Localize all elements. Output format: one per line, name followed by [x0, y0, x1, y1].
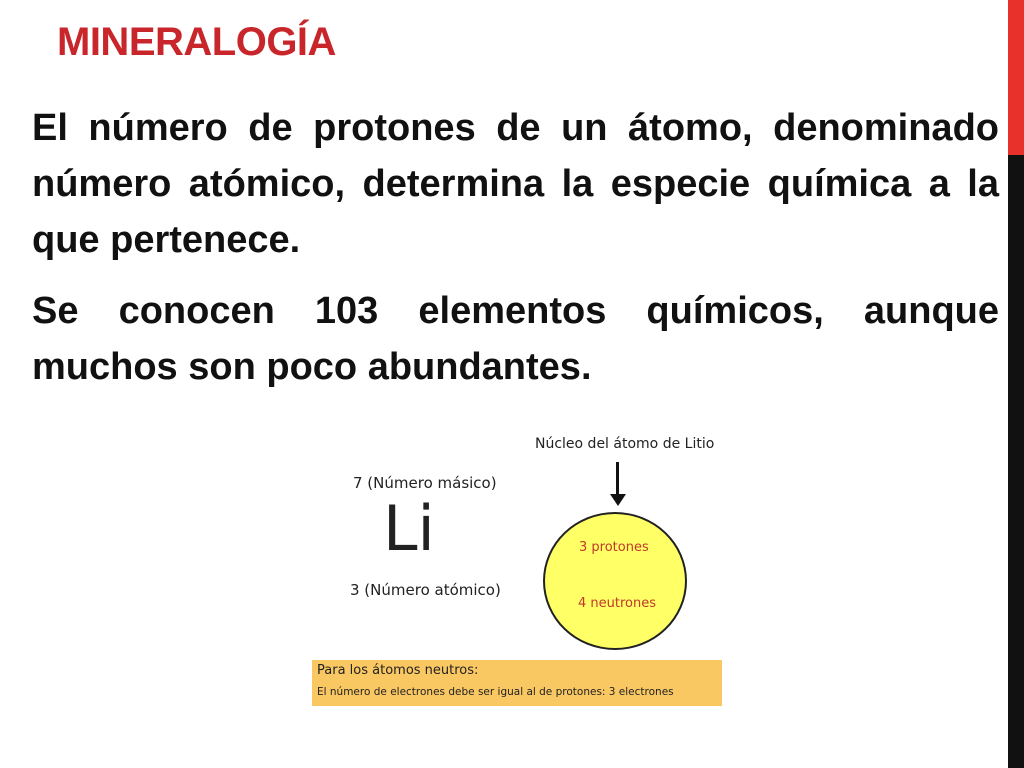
note-title: Para los átomos neutros: — [317, 663, 479, 678]
protons-label: 3 protones — [579, 540, 649, 555]
paragraph-atomic-number: El número de protones de un átomo, denominado número atómico, determina la especie química a la que pertenece. — [32, 107, 999, 261]
element-symbol: Li — [383, 492, 435, 565]
nucleus-caption: Núcleo del átomo de Litio — [535, 436, 715, 452]
arrow-down-icon — [610, 494, 626, 506]
neutral-atoms-note — [312, 660, 722, 706]
mass-number-label: 7 (Número másico) — [353, 474, 497, 492]
slide-title: MINERALOGÍA — [57, 20, 336, 64]
neutrons-label: 4 neutrones — [578, 596, 656, 611]
note-body: El número de electrones debe ser igual al de protones: 3 electrones — [317, 686, 674, 698]
paragraph-known-elements: Se conocen 103 elementos químicos, aunque muchos son poco abundantes. — [32, 290, 999, 388]
nucleus-circle — [543, 512, 687, 650]
side-bar-accent-black — [1008, 155, 1024, 768]
arrow-shaft — [616, 462, 619, 496]
atomic-number-label: 3 (Número atómico) — [350, 581, 501, 599]
side-bar-accent-red — [1008, 0, 1024, 155]
